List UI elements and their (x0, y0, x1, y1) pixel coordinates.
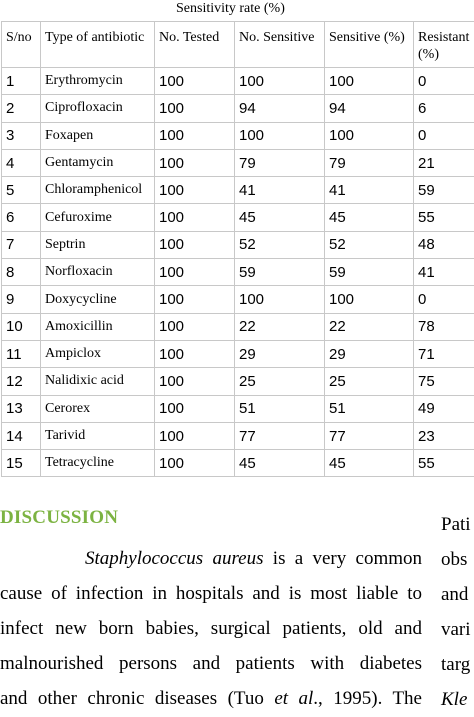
cell-sensitive-pct: 59 (325, 259, 414, 286)
cell-resistant-pct: 78 (414, 313, 474, 340)
cell-antibiotic: Ciprofloxacin (41, 95, 155, 122)
discussion-paragraph (0, 541, 422, 716)
cell-no-tested: 100 (155, 149, 235, 176)
table-row (2, 259, 474, 286)
discussion-heading: DISCUSSION (0, 507, 118, 529)
cell-no-sensitive: 100 (235, 68, 325, 95)
header-type-of-antibiotic: Type of antibiotic (41, 22, 155, 68)
cell-sensitive-pct: 52 (325, 231, 414, 258)
paragraph-line: cause of infection in hospitals and is most liable to (0, 576, 422, 611)
cell-sno: 10 (2, 313, 41, 340)
cell-no-tested: 100 (155, 313, 235, 340)
table-caption-row (0, 0, 474, 22)
cell-no-tested: 100 (155, 368, 235, 395)
cell-no-sensitive: 25 (235, 368, 325, 395)
cell-sensitive-pct: 51 (325, 395, 414, 422)
cell-antibiotic: Foxapen (41, 122, 155, 149)
cell-antibiotic: Erythromycin (41, 68, 155, 95)
table-row (2, 68, 474, 95)
paragraph-line (0, 681, 422, 716)
cell-resistant-pct: 49 (414, 395, 474, 422)
cell-sensitive-pct: 22 (325, 313, 414, 340)
cell-no-sensitive: 22 (235, 313, 325, 340)
cell-sno: 14 (2, 422, 41, 449)
cell-sensitive-pct: 77 (325, 422, 414, 449)
cell-no-sensitive: 100 (235, 122, 325, 149)
cell-no-tested: 100 (155, 259, 235, 286)
cell-antibiotic: Ampiclox (41, 340, 155, 367)
header-no-tested: No. Tested (155, 22, 235, 68)
cell-resistant-pct: 0 (414, 68, 474, 95)
table-header-row (2, 22, 474, 68)
cell-sensitive-pct: 94 (325, 95, 414, 122)
cell-no-sensitive: 94 (235, 95, 325, 122)
cell-no-tested: 100 (155, 450, 235, 477)
cell-resistant-pct: 0 (414, 286, 474, 313)
cell-sensitive-pct: 25 (325, 368, 414, 395)
paragraph-line: infect new born babies, surgical patients, old and (0, 611, 422, 646)
cell-no-tested: 100 (155, 95, 235, 122)
table-caption: Sensitivity rate (%) (176, 1, 285, 17)
cell-sno: 11 (2, 340, 41, 367)
header-resistant-pct: Resistant (%) (414, 22, 474, 68)
cell-antibiotic: Cerorex (41, 395, 155, 422)
cell-sno: 3 (2, 122, 41, 149)
right-column-line: targ (441, 647, 474, 682)
right-column-line: Pati (441, 507, 474, 542)
table-row (2, 149, 474, 176)
cell-sensitive-pct: 29 (325, 340, 414, 367)
right-column-line (441, 682, 474, 717)
table-row (2, 368, 474, 395)
cell-no-sensitive: 45 (235, 204, 325, 231)
cell-sno: 5 (2, 177, 41, 204)
cell-resistant-pct: 71 (414, 340, 474, 367)
header-no-sensitive: No. Sensitive (235, 22, 325, 68)
cell-antibiotic: Tetracycline (41, 450, 155, 477)
cell-antibiotic: Chloramphenicol (41, 177, 155, 204)
cell-no-tested: 100 (155, 204, 235, 231)
table-row (2, 340, 474, 367)
cell-sno: 9 (2, 286, 41, 313)
right-column-fragment (441, 507, 474, 717)
cell-sensitive-pct: 100 (325, 286, 414, 313)
cell-no-tested: 100 (155, 68, 235, 95)
cell-antibiotic: Doxycycline (41, 286, 155, 313)
table-row (2, 422, 474, 449)
header-sno: S/no (2, 22, 41, 68)
cell-antibiotic: Nalidixic acid (41, 368, 155, 395)
table-row (2, 286, 474, 313)
cell-antibiotic: Septrin (41, 231, 155, 258)
cell-no-tested: 100 (155, 422, 235, 449)
cell-antibiotic: Amoxicillin (41, 313, 155, 340)
cell-resistant-pct: 23 (414, 422, 474, 449)
cell-no-sensitive: 59 (235, 259, 325, 286)
cell-sno: 13 (2, 395, 41, 422)
cell-no-sensitive: 79 (235, 149, 325, 176)
right-column-line: obs (441, 542, 474, 577)
cell-sno: 1 (2, 68, 41, 95)
cell-sensitive-pct: 79 (325, 149, 414, 176)
cell-resistant-pct: 75 (414, 368, 474, 395)
right-column-line: and (441, 577, 474, 612)
cell-sno: 7 (2, 231, 41, 258)
cell-antibiotic: Cefuroxime (41, 204, 155, 231)
cell-no-tested: 100 (155, 231, 235, 258)
cell-no-sensitive: 29 (235, 340, 325, 367)
cell-sno: 2 (2, 95, 41, 122)
cell-resistant-pct: 41 (414, 259, 474, 286)
cell-resistant-pct: 59 (414, 177, 474, 204)
table-row (2, 95, 474, 122)
cell-no-tested: 100 (155, 395, 235, 422)
cell-resistant-pct: 48 (414, 231, 474, 258)
cell-sensitive-pct: 41 (325, 177, 414, 204)
cell-sno: 4 (2, 149, 41, 176)
table-row (2, 204, 474, 231)
cell-no-tested: 100 (155, 340, 235, 367)
cell-resistant-pct: 55 (414, 450, 474, 477)
cell-sensitive-pct: 100 (325, 68, 414, 95)
et-al: et al (274, 688, 313, 709)
paragraph-line (0, 541, 422, 576)
cell-no-sensitive: 41 (235, 177, 325, 204)
cell-no-sensitive: 100 (235, 286, 325, 313)
cell-resistant-pct: 55 (414, 204, 474, 231)
table-row (2, 395, 474, 422)
cell-no-tested: 100 (155, 177, 235, 204)
cell-antibiotic: Tarivid (41, 422, 155, 449)
header-sensitive-pct: Sensitive (%) (325, 22, 414, 68)
cell-no-sensitive: 51 (235, 395, 325, 422)
cell-sno: 8 (2, 259, 41, 286)
table-row (2, 231, 474, 258)
line-text: ., 1995). The (313, 688, 422, 709)
species-name: Staphylococcus aureus (85, 548, 264, 569)
cell-sno: 15 (2, 450, 41, 477)
cell-resistant-pct: 21 (414, 149, 474, 176)
right-column-italic: Kle (441, 689, 467, 710)
cell-resistant-pct: 6 (414, 95, 474, 122)
line-text: and other chronic diseases (Tuo (0, 688, 274, 709)
cell-no-sensitive: 77 (235, 422, 325, 449)
cell-antibiotic: Norfloxacin (41, 259, 155, 286)
table-row (2, 313, 474, 340)
table-row (2, 122, 474, 149)
cell-sensitive-pct: 100 (325, 122, 414, 149)
table-row (2, 450, 474, 477)
cell-sensitive-pct: 45 (325, 204, 414, 231)
cell-no-tested: 100 (155, 122, 235, 149)
cell-sensitive-pct: 45 (325, 450, 414, 477)
cell-resistant-pct: 0 (414, 122, 474, 149)
cell-sno: 6 (2, 204, 41, 231)
cell-no-sensitive: 45 (235, 450, 325, 477)
cell-no-tested: 100 (155, 286, 235, 313)
table-body (2, 68, 474, 477)
right-column-line: vari (441, 612, 474, 647)
cell-no-sensitive: 52 (235, 231, 325, 258)
cell-antibiotic: Gentamycin (41, 149, 155, 176)
cell-sno: 12 (2, 368, 41, 395)
sensitivity-table (1, 21, 474, 477)
line-text: is a very common (264, 548, 423, 569)
paragraph-line: malnourished persons and patients with diabetes (0, 646, 422, 681)
table-row (2, 177, 474, 204)
